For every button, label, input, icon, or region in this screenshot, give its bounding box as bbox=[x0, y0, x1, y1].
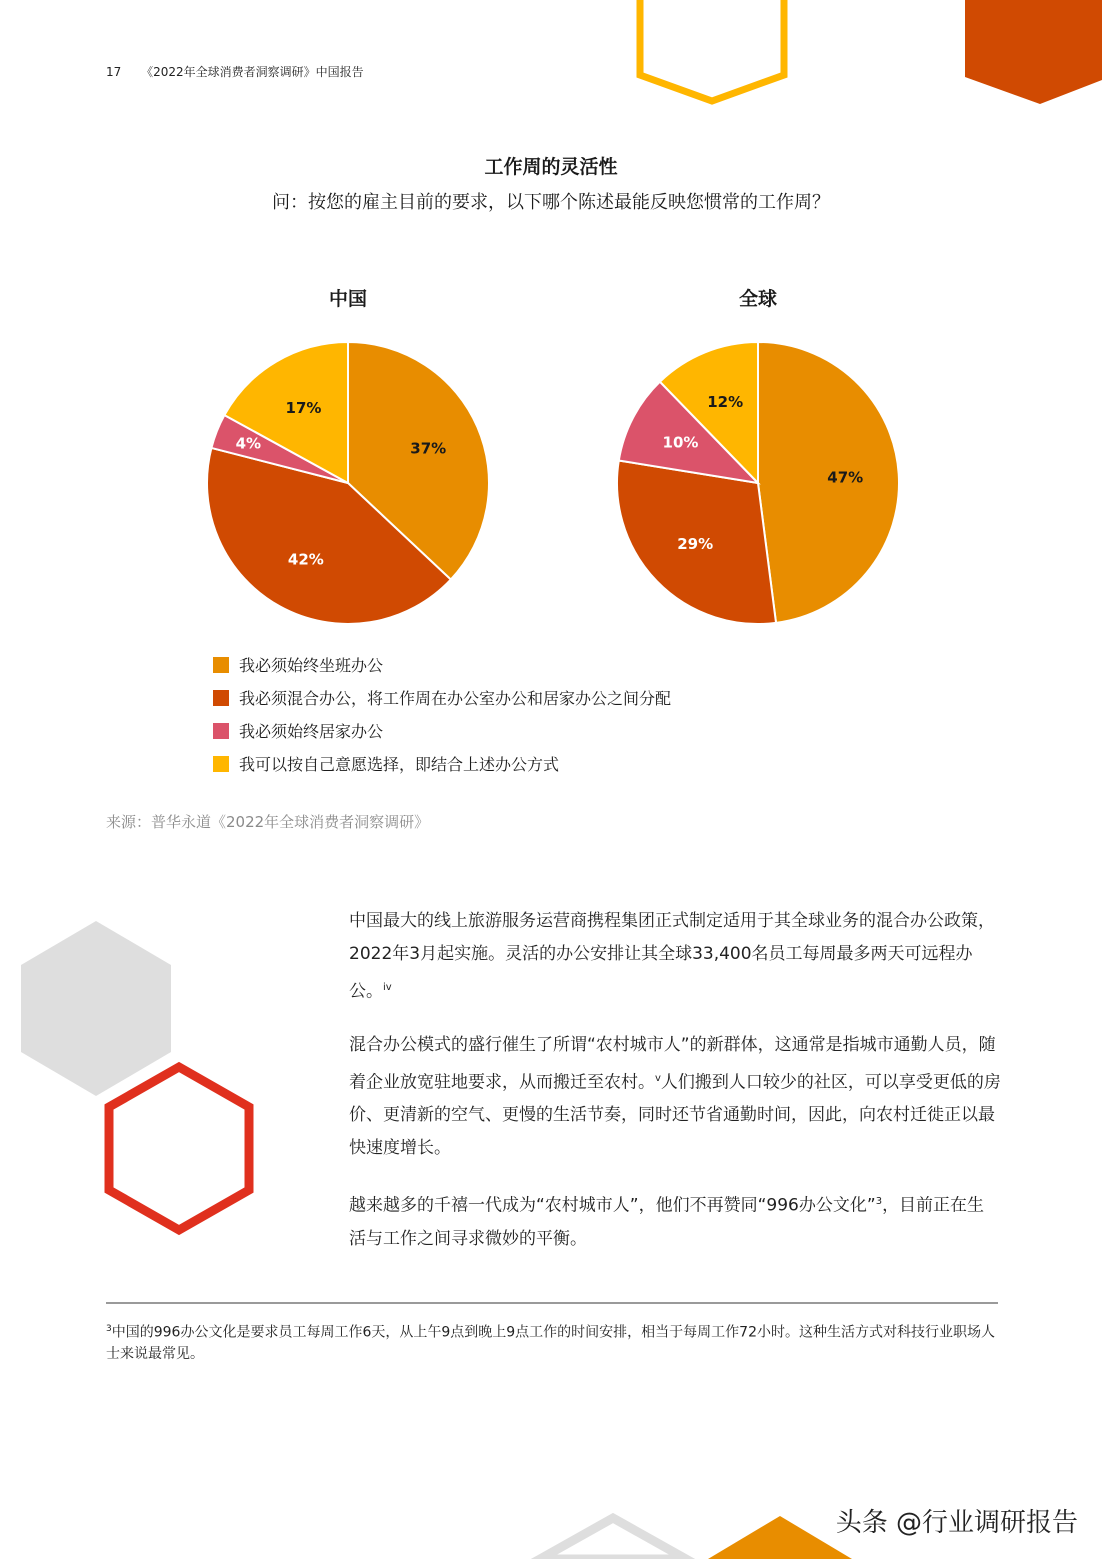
footnote-marker: 3 bbox=[875, 1196, 883, 1208]
footnote-ref: 3 bbox=[106, 1324, 112, 1334]
legend-swatch bbox=[213, 690, 229, 706]
chart-legend bbox=[213, 648, 671, 780]
legend-item bbox=[213, 681, 671, 714]
source-note: 来源：普华永道《2022年全球消费者洞察调研》 bbox=[106, 813, 430, 831]
footnote-divider bbox=[106, 1302, 998, 1304]
legend-swatch bbox=[213, 657, 229, 673]
legend-label: 我必须混合办公，将工作周在办公室办公和居家办公之间分配 bbox=[239, 689, 672, 708]
paragraph bbox=[349, 1029, 1001, 1166]
paragraph bbox=[349, 1185, 1001, 1256]
legend-swatch bbox=[213, 756, 229, 772]
pie-slice-label: 10% bbox=[662, 433, 699, 452]
paragraph-text: ，目前正在生活与工作之间寻求微妙的平衡。 bbox=[349, 1195, 985, 1249]
body-text bbox=[349, 905, 1001, 1276]
paragraph-text: 越来越多的千禧一代成为“农村城市人”，他们不再赞同“996办公文化” bbox=[349, 1195, 876, 1216]
paragraph-text: 混合办公模式的盛行催生了所谓“农村城市人”的新群体，这通常是指城市通勤人员，随着企业放宽驻地要求，从而搬迁至农村。 bbox=[349, 1034, 996, 1093]
red-hexagon-outline bbox=[109, 1067, 249, 1230]
page-header bbox=[106, 63, 364, 80]
reference-marker: iv bbox=[383, 982, 392, 993]
pie-title-global: 全球 bbox=[738, 288, 777, 310]
pie-title-china: 中国 bbox=[328, 288, 367, 310]
legend-item bbox=[213, 747, 671, 780]
legend-swatch bbox=[213, 723, 229, 739]
orange-hexagon-bottom bbox=[708, 1516, 852, 1559]
paragraph bbox=[349, 905, 1001, 1009]
document-title: 《2022年全球消费者洞察调研》中国报告 bbox=[141, 65, 364, 79]
legend-label: 我必须始终坐班办公 bbox=[239, 656, 384, 675]
legend-label: 我必须始终居家办公 bbox=[239, 722, 384, 741]
figure-title: 工作周的灵活性 bbox=[484, 156, 618, 178]
pie-chart-china bbox=[198, 333, 498, 633]
orange-hexagon bbox=[965, 0, 1102, 104]
paragraph-text: 人们搬到人口较少的社区，可以享受更低的房价、更清新的空气、更慢的生活节奏，同时还节省通勤时间，因此，向农村迁徙正以最快速度增长。 bbox=[349, 1072, 1001, 1159]
watermark: 头条 @行业调研报告 bbox=[835, 1508, 1078, 1538]
legend-label: 我可以按自己意愿选择，即结合上述办公方式 bbox=[239, 755, 560, 774]
pie-slice-label: 29% bbox=[677, 534, 714, 553]
pie-slice-label: 42% bbox=[287, 550, 324, 569]
paragraph-text: 中国最大的线上旅游服务运营商携程集团正式制定适用于其全球业务的混合办公政策，2022年3月起实施。灵活的办公安排让其全球33,400名员工每周最多两天可远程办公。 bbox=[349, 911, 995, 1002]
footnote bbox=[106, 1319, 1000, 1365]
page-number: 17 bbox=[106, 65, 122, 79]
figure-question: 问：按您的雇主目前的要求，以下哪个陈述最能反映您惯常的工作周？ bbox=[272, 192, 830, 213]
pie-slice-label: 12% bbox=[707, 392, 744, 411]
legend-item bbox=[213, 714, 671, 747]
yellow-hexagon-outline bbox=[640, 0, 784, 101]
pie-chart-global bbox=[608, 333, 908, 633]
pie-slice-label: 17% bbox=[285, 398, 322, 417]
footnote-text: 中国的996办公文化是要求员工每周工作6天，从上午9点到晚上9点工作的时间安排，相当于每周工作72小时。这种生活方式对科技行业职场人士来说最常见。 bbox=[106, 1324, 995, 1362]
grey-hexagon-bottom bbox=[540, 1518, 686, 1559]
pie-slice-label: 37% bbox=[410, 439, 447, 458]
legend-item bbox=[213, 648, 671, 681]
reference-marker: v bbox=[655, 1072, 661, 1084]
grey-hexagon bbox=[21, 921, 171, 1096]
pie-slice-label: 47% bbox=[827, 468, 864, 487]
pie-slice-label: 4% bbox=[235, 434, 262, 453]
